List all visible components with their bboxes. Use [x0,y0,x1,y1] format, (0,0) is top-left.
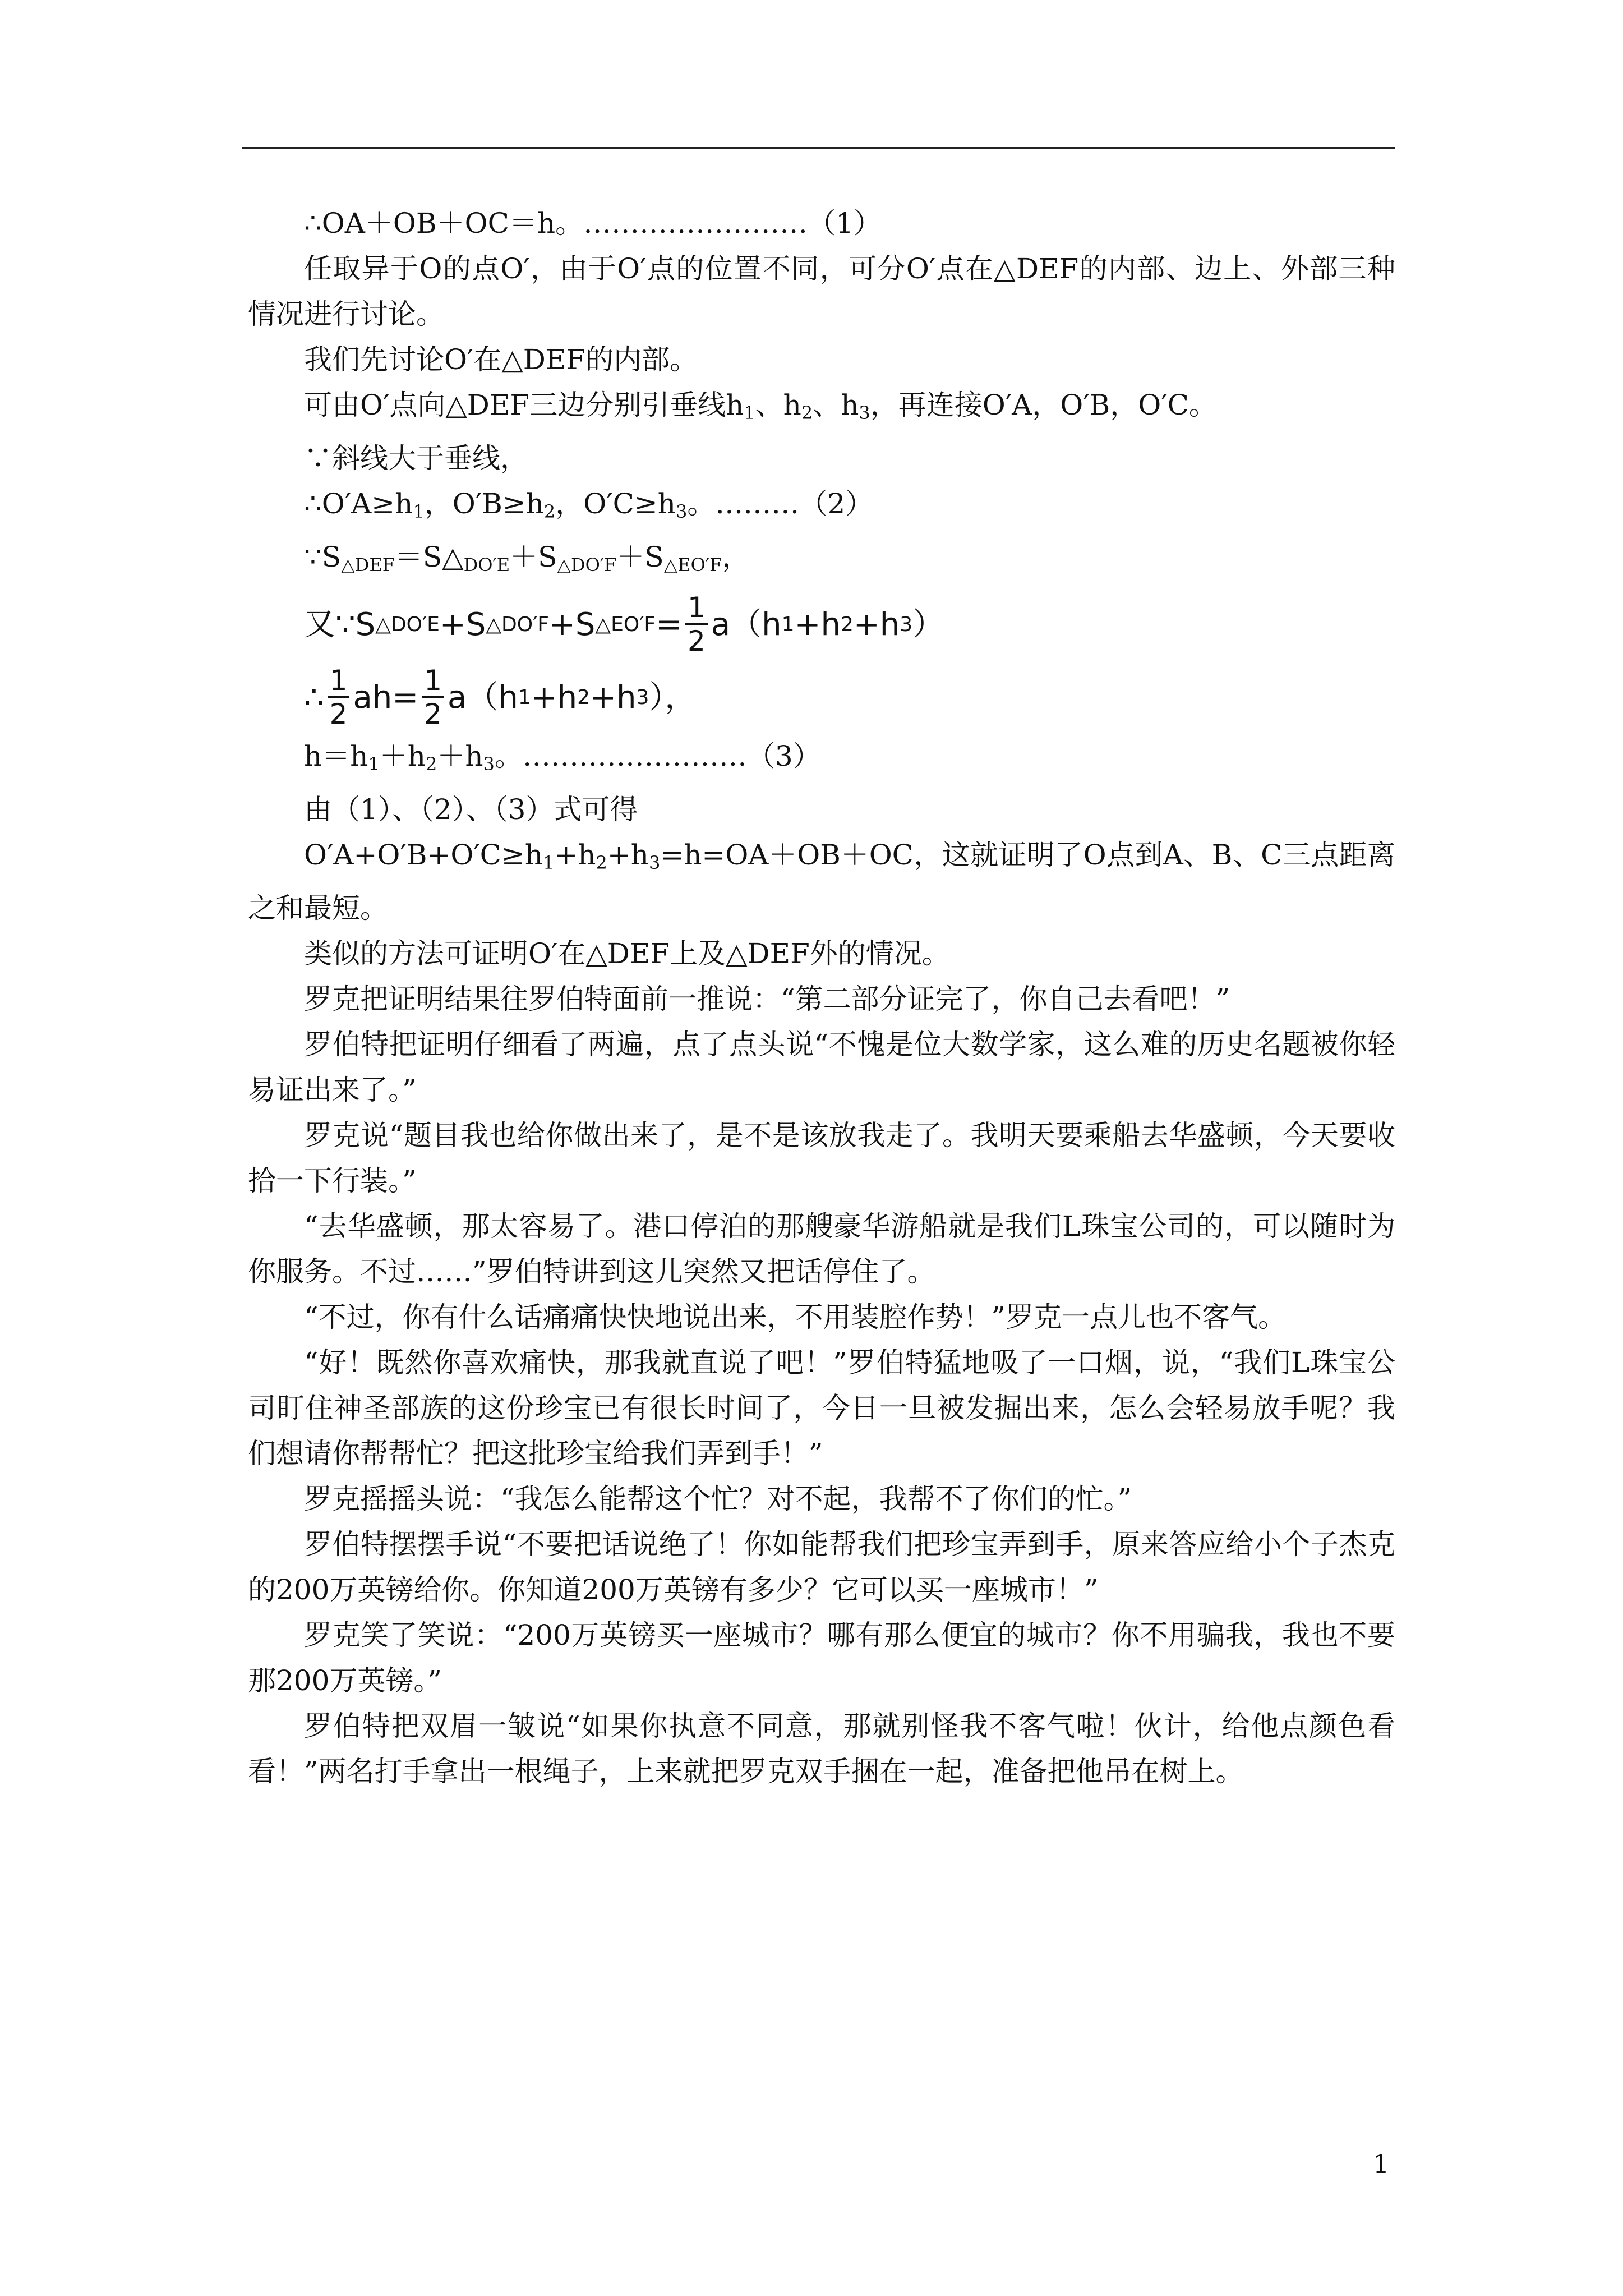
paragraph: 罗克把证明结果往罗伯特面前一推说：“第二部分证完了，你自己去看吧！” [304,983,1230,1015]
fraction-one-half: $\frac{1}{2}$ [328,665,350,730]
fraction-one-half: $\frac{1}{2}$ [685,592,708,657]
formula-therefore: ∴ $\frac{1}{2}$ ah= $\frac{1}{2}$ a（h 1 +h 2 +h 3 ）， [304,664,697,730]
paragraph: ∵斜线大于垂线， [304,442,528,475]
paragraph: 类似的方法可证明O′在△DEF上及△DEF外的情况。 [304,937,950,970]
paragraph: “不过，你有什么话痛痛快快地说出来，不用装腔作势！”罗克一点儿也不客气。 [304,1301,1287,1333]
document-body [248,201,1395,1795]
paragraph: 罗克笑了笑说：“200万英镑买一座城市？哪有那么便宜的城市？你不用骗我，我也不要那200万英镑。” [248,1619,1395,1697]
paragraph: 罗克说“题目我也给你做出来了，是不是该放我走了。我明天要乘船去华盛顿，今天要收拾一下行装。” [248,1119,1395,1197]
area-sum-line: $\because S_{\triangle DEF}=S\triangle_{DO'E}+S_{\triangle DO'F}+S_{\triangle EO'F}$， [304,541,750,576]
paragraph: $O'A+O'B+O'C\ge h_1+h_2+h_3=h=OA+OB+OC$，这就证明了O点到A、B、C三点距离之和最短。 [248,839,1395,924]
equation-line-1: ∴OA＋OB＋OC＝h。……………………（1） [304,207,882,240]
paragraph: “好！既然你喜欢痛快，那我就直说了吧！”罗伯特猛地吸了一口烟，说，“我们L珠宝公司盯住神圣部族的这份珍宝已有很长时间了，今日一旦被发掘出来，怎么会轻易放手呢？我们想请你帮帮忙？把这批珍宝给我们弄到手！” [248,1346,1395,1470]
paragraph: 罗伯特把双眉一皱说“如果你执意不同意，那就别怪我不客气啦！伙计，给他点颜色看看！”两名打手拿出一根绳子，上来就把罗克双手捆在一起，准备把他吊在树上。 [248,1710,1395,1788]
paragraph: 罗克摇摇头说：“我怎么能帮这个忙？对不起，我帮不了你们的忙。” [304,1483,1132,1515]
paragraph: 可由O′点向△DEF三边分别引垂线$h_1$、$h_2$、$h_3$，再连接O′A，O′B，O′C。 [304,389,1217,424]
page-number: 1 [1373,2148,1390,2179]
fraction-one-half: $\frac{1}{2}$ [422,665,444,730]
paragraph: 我们先讨论O′在△DEF的内部。 [304,343,698,376]
formula-area-half: 又∵S △DO′E +S △DO′F +S △EO′F = $\frac{1}{2}$ a（h 1 +h 2 +h 3 ） [304,591,944,657]
paragraph: 由（1）、（2）、（3）式可得 [304,793,638,826]
paragraph: “去华盛顿，那太容易了。港口停泊的那艘豪华游船就是我们L珠宝公司的，可以随时为你服务。不过……”罗伯特讲到这儿突然又把话停住了。 [248,1210,1395,1288]
equation-line-3: $h=h_1+h_2+h_3$。……………………（3） [304,740,821,775]
paragraph: 任取异于O的点O′，由于O′点的位置不同，可分O′点在△DEF的内部、边上、外部三种情况进行讨论。 [248,252,1395,330]
paragraph: 罗伯特把证明仔细看了两遍，点了点头说“不愧是位大数学家，这么难的历史名题被你轻易证出来了。” [248,1028,1395,1106]
inequality-line-2: $\therefore O'A\ge h_1$，$O'B\ge h_2$，$O'C\ge h_3$。………（2） [304,487,874,522]
paragraph: 罗伯特摆摆手说“不要把话说绝了！你如能帮我们把珍宝弄到手，原来答应给小个子杰克的200万英镑给你。你知道200万英镑有多少？它可以买一座城市！” [248,1528,1395,1606]
header-rule [242,147,1395,149]
